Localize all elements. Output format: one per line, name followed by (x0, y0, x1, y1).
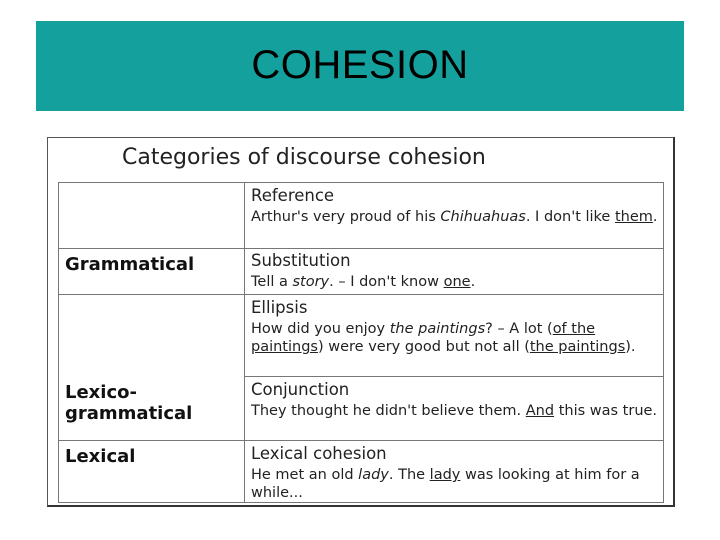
row-divider (58, 248, 664, 249)
category-lexical: Lexical (65, 446, 136, 467)
example-text: He met an old (251, 467, 359, 483)
row-example (251, 320, 661, 356)
title-bar (36, 21, 684, 111)
example-text: How did you enjoy (251, 321, 390, 337)
cohesive-tie: And (525, 403, 555, 419)
row-divider (58, 294, 664, 295)
row-heading: Reference (251, 186, 335, 205)
row-reference (251, 186, 661, 226)
row-divider (244, 376, 664, 377)
row-example (251, 208, 661, 226)
row-heading: Conjunction (251, 380, 350, 399)
example-text: was looking at him for a while... (251, 467, 640, 501)
category-lexico-line2: grammatical (65, 403, 193, 424)
example-text: . I don't like (525, 209, 615, 225)
antecedent: Chihuahuas (440, 209, 526, 225)
example-text: ) were very good but not all ( (317, 339, 530, 355)
cohesive-tie: the paintings (529, 339, 626, 355)
example-text: this was true. (554, 403, 658, 419)
example-text: . The (388, 467, 430, 483)
antecedent: the paintings (389, 321, 486, 337)
category-lexico-line1: Lexico- (65, 382, 137, 403)
example-text: Arthur's very proud of his (251, 209, 441, 225)
row-heading: Ellipsis (251, 298, 308, 317)
example-text: . (652, 209, 658, 225)
cohesive-tie: one (443, 274, 471, 290)
category-lexico-grammatical (65, 382, 192, 424)
antecedent: story (292, 274, 330, 290)
row-example (251, 402, 661, 420)
row-heading: Lexical cohesion (251, 444, 387, 463)
cohesive-tie: of the paintings (251, 321, 596, 355)
row-divider (58, 440, 664, 441)
example-text: ). (625, 339, 636, 355)
row-lexical-cohesion (251, 444, 661, 502)
example-text: ? – A lot ( (485, 321, 553, 337)
row-substitution (251, 251, 661, 291)
table-title: Categories of discourse cohesion (122, 145, 486, 170)
category-grammatical: Grammatical (65, 254, 195, 275)
row-example (251, 273, 661, 291)
row-example (251, 466, 661, 502)
row-ellipsis (251, 298, 661, 356)
slide-title: COHESION (251, 43, 469, 87)
example-text: . – I don't know (329, 274, 444, 290)
example-text: Tell a (251, 274, 293, 290)
row-conjunction (251, 380, 661, 420)
example-text: They thought he didn't believe them. (251, 403, 526, 419)
cohesive-tie: them (614, 209, 653, 225)
cohesive-tie: lady (429, 467, 461, 483)
row-heading: Substitution (251, 251, 351, 270)
example-text: . (470, 274, 476, 290)
column-divider (244, 182, 245, 503)
antecedent: lady (358, 467, 389, 483)
